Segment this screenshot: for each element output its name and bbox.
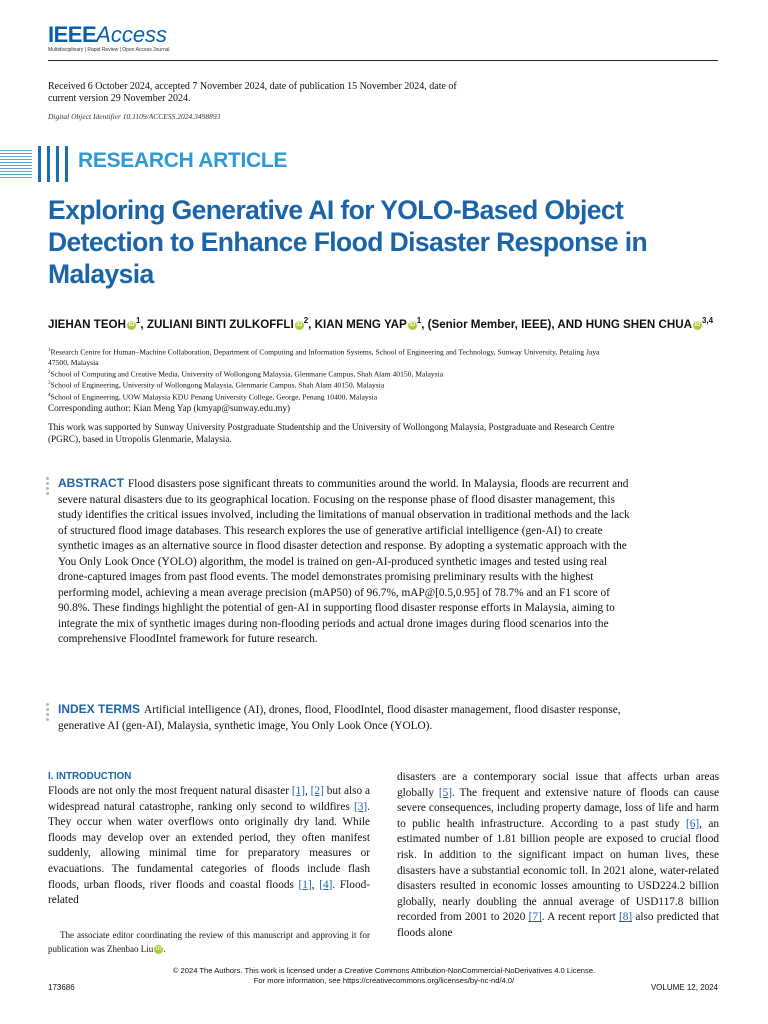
- affiliation-item: [48, 346, 608, 368]
- author-affiliation-number: 3,4: [701, 316, 714, 325]
- affiliation-text: School of Computing and Creative Media, University of Wollongong Malaysia, Glenmarie Campus, Shah Alam 40150, Malaysia: [50, 369, 444, 379]
- intro-paragraph-left: [48, 784, 370, 909]
- body-text: . A recent report: [541, 911, 619, 924]
- citation-link[interactable]: [4]: [319, 878, 333, 891]
- header-rule: [48, 60, 718, 61]
- index-terms-label: INDEX TERMS: [58, 702, 141, 716]
- body-text: ,: [311, 878, 320, 891]
- affiliation-text: School of Engineering, University of Wollongong Malaysia, Glenmarie Campus, Shah Alam 40150, Malaysia: [50, 380, 385, 390]
- index-terms-marker: [46, 703, 49, 723]
- body-text: but also a widespread natural catastrophe, ranking only second to wildfires: [48, 785, 370, 813]
- citation-link[interactable]: [7]: [528, 911, 542, 924]
- author-name: ZULIANI BINTI ZULKOFFLI: [146, 317, 294, 331]
- index-terms: [58, 702, 630, 734]
- journal-name-access: Access: [96, 22, 168, 47]
- article-type: RESEARCH ARTICLE: [78, 149, 288, 172]
- body-text: Floods are not only the most frequent natural disaster: [48, 785, 292, 797]
- orcid-icon[interactable]: iD: [128, 321, 135, 328]
- editor-footnote: The associate editor coordinating the review of this manuscript and approving it for publication was Zhenbao Liu iD .: [48, 930, 371, 954]
- journal-name-ieee: IEEE: [48, 22, 97, 47]
- affiliation-number: 4: [48, 392, 51, 398]
- funding-note: This work was supported by Sunway University Postgraduate Studentship and the University of Wollongong Malaysia, Postgraduate and Research Centre (PGRC), based in Utropolis Glenmarie, Malaysia.: [48, 422, 615, 444]
- body-text: . The frequent and extensive nature of floods can cause severe consequences, including property damage, loss of life and harm to public health infrastructure. According to a past study: [397, 786, 719, 830]
- affiliation-item: [48, 391, 608, 403]
- citation-link[interactable]: [8]: [618, 911, 633, 924]
- body-text: . They occur when water overflows onto originally dry land. While floods may develop over an extended period, they often manifest suddenly, allowing minimal time for preparatory measures or evacuations. The fundamental categories of floods include flash floods, urban floods, river floods and coastal floods: [48, 800, 370, 891]
- index-terms-text: Artificial intelligence (AI), drones, flood, FloodIntel, flood disaster management, flood disaster response, generative AI (gen-AI), Malaysia, synthetic image, You Only Look Once (YOLO).: [58, 704, 621, 732]
- banner-bar: [65, 146, 68, 182]
- section-heading: I. INTRODUCTION: [48, 771, 132, 782]
- intro-paragraph-right: [397, 770, 719, 942]
- affiliation-text: School of Engineering, UOW Malaysia KDU Penang University College, George, Penang 10400, Malaysia: [50, 392, 378, 402]
- body-text: . Flood-related: [48, 878, 371, 907]
- author-affiliation-number: 1: [416, 316, 422, 325]
- research-article-banner-graphic: [0, 146, 72, 182]
- abstract-label: ABSTRACT: [58, 476, 124, 490]
- author-separator: ,: [308, 317, 315, 331]
- orcid-icon[interactable]: iD: [409, 321, 416, 328]
- author-affiliation-number: 2: [303, 316, 309, 325]
- banner-bar: [38, 146, 41, 182]
- author-name: JIEHAN TEOH: [48, 317, 126, 331]
- editor-footnote-text: The associate editor coordinating the review of this manuscript and approving it for publication was Zhenbao Liu: [48, 930, 371, 954]
- citation-link[interactable]: [3]: [353, 800, 368, 813]
- banner-bar: [56, 146, 59, 182]
- journal-logo: [48, 24, 170, 53]
- author-list: [48, 313, 718, 333]
- body-text: also predicted that floods alone: [397, 911, 719, 939]
- affiliation-number: 1: [48, 348, 51, 353]
- doi[interactable]: Digital Object Identifier 10.1109/ACCESS.2024.3498893: [48, 112, 221, 121]
- column-left: [48, 770, 370, 909]
- orcid-icon[interactable]: iD: [296, 321, 303, 328]
- citation-link[interactable]: [1]: [291, 785, 306, 797]
- orcid-icon[interactable]: iD: [694, 321, 701, 328]
- body-text: ,: [305, 785, 311, 797]
- body-text: , an estimated number of 1.81 billion people are exposed to crucial flood risk. In addition to the significant impact on human lives, these disasters have a substantial economic toll. In 2021 alone, water-related disasters resulted in economic losses amounting to USD224.2 billion globally, nearly doubling the annual average of USD117.8 billion recorded from 2001 to 2020: [397, 817, 719, 924]
- author-separator: ,: [140, 317, 147, 331]
- author-affiliation-number: 1: [135, 316, 141, 325]
- page-number: 173686: [48, 983, 75, 992]
- body-text: disasters are a contemporary social issue that affects urban areas globally: [397, 771, 719, 799]
- affiliation-number: 2: [48, 369, 51, 375]
- author-separator: , (Senior Member, IEEE), AND: [421, 317, 586, 331]
- citation-link[interactable]: [5]: [438, 786, 453, 799]
- citation-link[interactable]: [6]: [685, 817, 700, 830]
- journal-tagline: Multidisciplinary | Rapid Review | Open Access Journal: [48, 47, 170, 53]
- license-line: © 2024 The Authors. This work is licensed under a Creative Commons Attribution-NonCommercial-NoDerivatives 4.0 License.: [172, 966, 596, 975]
- affiliations: [48, 346, 608, 402]
- volume-label: VOLUME 12, 2024: [650, 983, 718, 992]
- corresponding-author: Corresponding author: Kian Meng Yap (kmyap@sunway.edu.my): [48, 403, 291, 413]
- affiliation-item: [48, 368, 608, 380]
- affiliation-text: Research Centre for Human–Machine Collaboration, Department of Computing and Information Systems, School of Engineering and Technology, Sunway University, Petaling Jaya 47500, Malaysia: [48, 347, 600, 367]
- license-link-line[interactable]: For more information, see https://creativecommons.org/licenses/by-nc-nd/4.0/: [253, 976, 515, 985]
- author-name: KIAN MENG YAP: [314, 317, 407, 331]
- abstract: [58, 476, 630, 648]
- citation-link[interactable]: [2]: [310, 785, 324, 797]
- journal-name: [48, 24, 170, 46]
- author-name: HUNG SHEN CHUA: [585, 317, 692, 331]
- affiliation-item: [48, 379, 608, 391]
- affiliation-number: 3: [48, 381, 51, 387]
- column-right: [397, 770, 719, 942]
- banner-bar: [47, 146, 50, 182]
- paper-title: Exploring Generative AI for YOLO-Based Object Detection to Enhance Flood Disaster Response in Malaysia: [48, 195, 648, 289]
- citation-link[interactable]: [1]: [298, 878, 312, 891]
- publication-dates: Received 6 October 2024, accepted 7 November 2024, date of publication 15 November 2024, date of current version 29 November 2024.: [48, 81, 457, 104]
- orcid-icon[interactable]: iD: [155, 946, 162, 952]
- abstract-text: Flood disasters pose significant threats to communities around the world. In Malaysia, floods are recurrent and severe natural disasters due to its geographical location. Focusing on the response phase of flood disaster management, this study identifies the critical issues involved, including the limitations of manual observation in traditional methods and the lack of structured flood image databases. This research explores the use of generative artificial intelligence (gen-AI) to create synthetic images as an alternative source in flood disaster detection and response. By adopting a systematic approach with the You Only Look Once (YOLO) algorithm, the model is trained on gen-AI-produced synthetic images and tested using real drone-captured images from past flood events. The model demonstrates promising preliminary results with the highest performing model, achieving a mean average precision (mAP50) of 96.7%, mAP@[0.5,0.95] of 78.7% and an F1 score of 90.8%. These findings highlight the potential of gen-AI in supporting flood disaster response efforts in Malaysia, aiming to integrate the mix of synthetic images during non-flooding periods and actual drone images during flood scenarios into the comprehensive FloodIntel framework for future research.: [58, 478, 630, 645]
- abstract-marker: [46, 477, 49, 497]
- banner-stripes: [0, 150, 32, 178]
